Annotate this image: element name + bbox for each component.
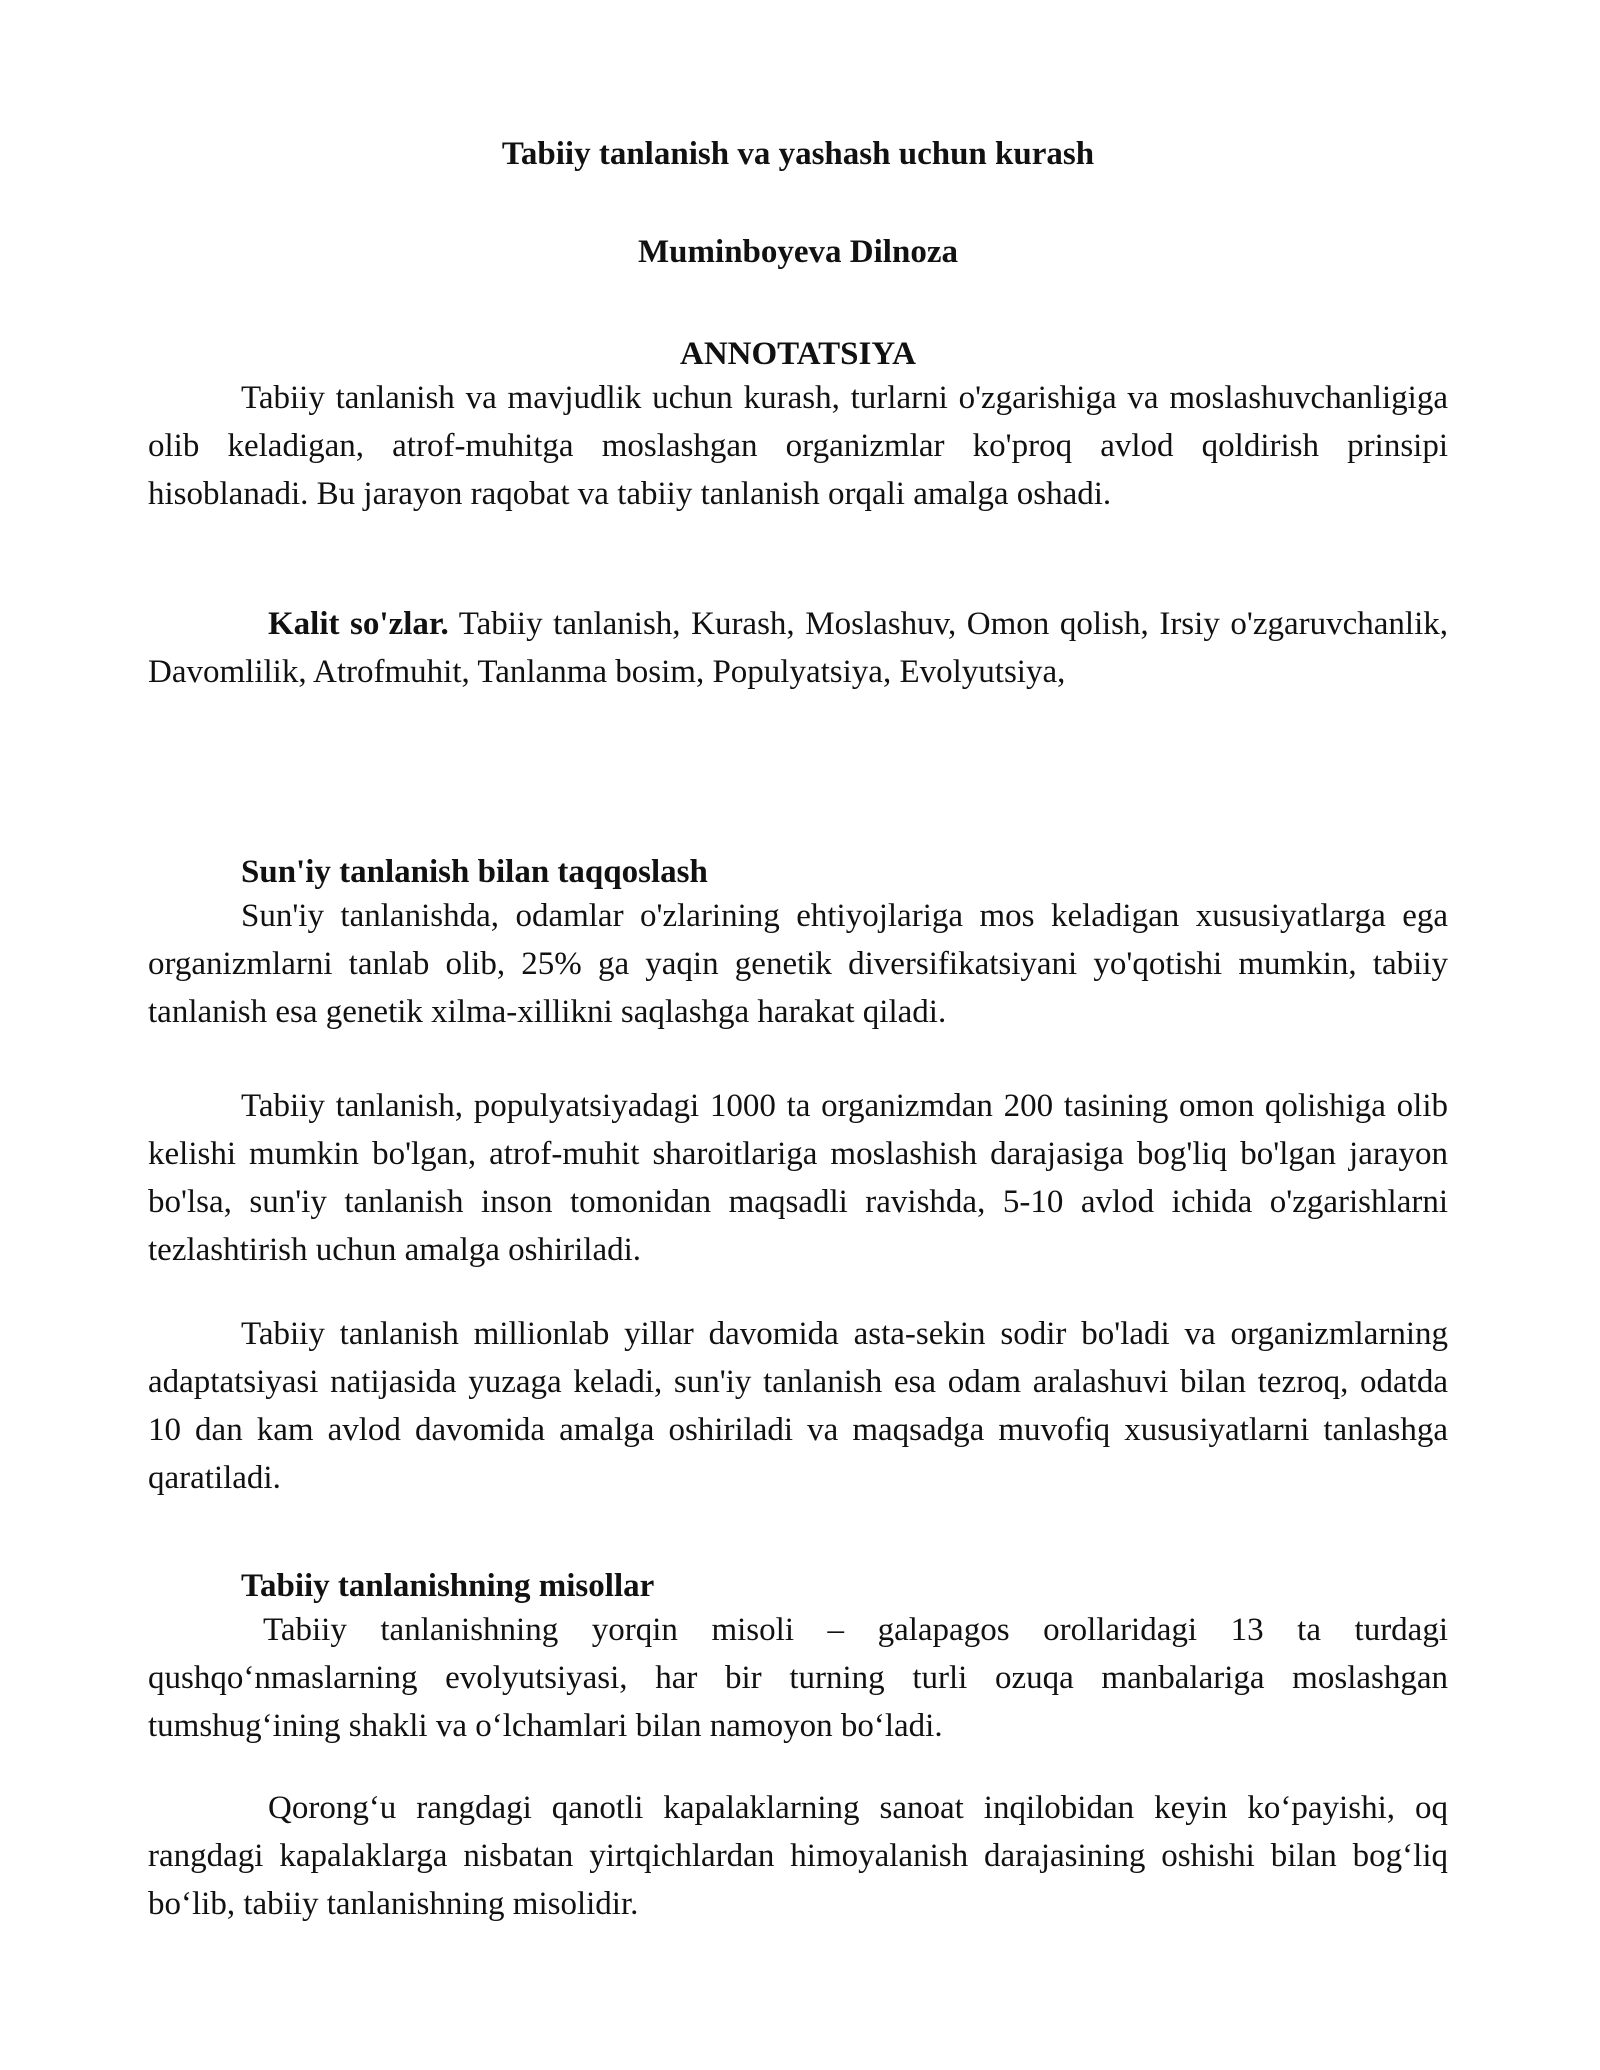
section-heading-comparison: Sun'iy tanlanish bilan taqqoslash xyxy=(241,854,708,890)
keywords-label: Kalit so'zlar. xyxy=(268,606,449,642)
section-heading-examples: Tabiiy tanlanishning misollar xyxy=(241,1568,655,1604)
keywords-text: Tabiiy tanlanish, Kurash, Moslashuv, Omon qolish, Irsiy o'zgaruvchanlik, Davomlilik, Atrofmuhit, Tanlanma bosim, Populyatsiya, Evolyutsiya, xyxy=(148,606,1448,690)
paragraph xyxy=(148,1082,1448,1274)
paragraph-text: Tabiiy tanlanish millionlab yillar davomida asta-sekin sodir bo'ladi va organizmlarning adaptatsiyasi natijasida yuzaga keladi, sun'iy tanlanish esa odam aralashuvi bilan tezroq, odatda 10 dan kam avlod davomida amalga oshiriladi va maqsadga muvofiq xususiyatlarni tanlashga qaratiladi. xyxy=(148,1316,1448,1496)
document-title: Tabiiy tanlanish va yashash uchun kurash xyxy=(501,136,1095,172)
paragraph-text: Sun'iy tanlanishda, odamlar o'zlarining ehtiyojlariga mos keladigan xususiyatlarga ega organizmlarni tanlab olib, 25% ga yaqin genetik diversifikatsiyani yo'qotishi mumkin, tabiiy tanlanish esa genetik xilma-xillikni saqlashga harakat qiladi. xyxy=(148,898,1448,1030)
paragraph xyxy=(148,1606,1448,1750)
paragraph-text: Tabiiy tanlanishning yorqin misoli – galapagos orollaridagi 13 ta turdagi qushqoʻnmaslarning evolyutsiyasi, har bir turning turli ozuqa manbalariga moslashgan tumshugʻining shakli va oʻlchamlari bilan namoyon boʻladi. xyxy=(148,1612,1448,1744)
paragraph-text: Qorongʻu rangdagi qanotli kapalaklarning sanoat inqilobidan keyin koʻpayishi, oq rangdagi kapalaklarga nisbatan yirtqichlardan himoyalanish darajasining oshishi bilan bogʻliq boʻlib, tabiiy tanlanishning misolidir. xyxy=(148,1790,1448,1922)
annotation-heading: ANNOTATSIYA xyxy=(680,336,916,372)
paragraph xyxy=(148,1310,1448,1502)
paragraph xyxy=(148,892,1448,1036)
annotation-text: Tabiiy tanlanish va mavjudlik uchun kurash, turlarni o'zgarishiga va moslashuvchanligiga olib keladigan, atrof-muhitga moslashgan organizmlar ko'proq avlod qoldirish prinsipi hisoblanadi. Bu jarayon raqobat va tabiiy tanlanish orqali amalga oshadi. xyxy=(148,380,1448,512)
paragraph xyxy=(148,1784,1448,1928)
annotation-paragraph xyxy=(148,374,1448,518)
author-name: Muminboyeva Dilnoza xyxy=(638,234,958,270)
paragraph-text: Tabiiy tanlanish, populyatsiyadagi 1000 ta organizmdan 200 tasining omon qolishiga olib kelishi mumkin bo'lgan, atrof-muhit sharoitlariga moslashish darajasiga bog'liq bo'lgan jarayon bo'lsa, sun'iy tanlanish inson tomonidan maqsadli ravishda, 5-10 avlod ichida o'zgarishlarni tezlashtirish uchun amalga oshiriladi. xyxy=(148,1088,1448,1268)
keywords-paragraph xyxy=(148,600,1448,696)
